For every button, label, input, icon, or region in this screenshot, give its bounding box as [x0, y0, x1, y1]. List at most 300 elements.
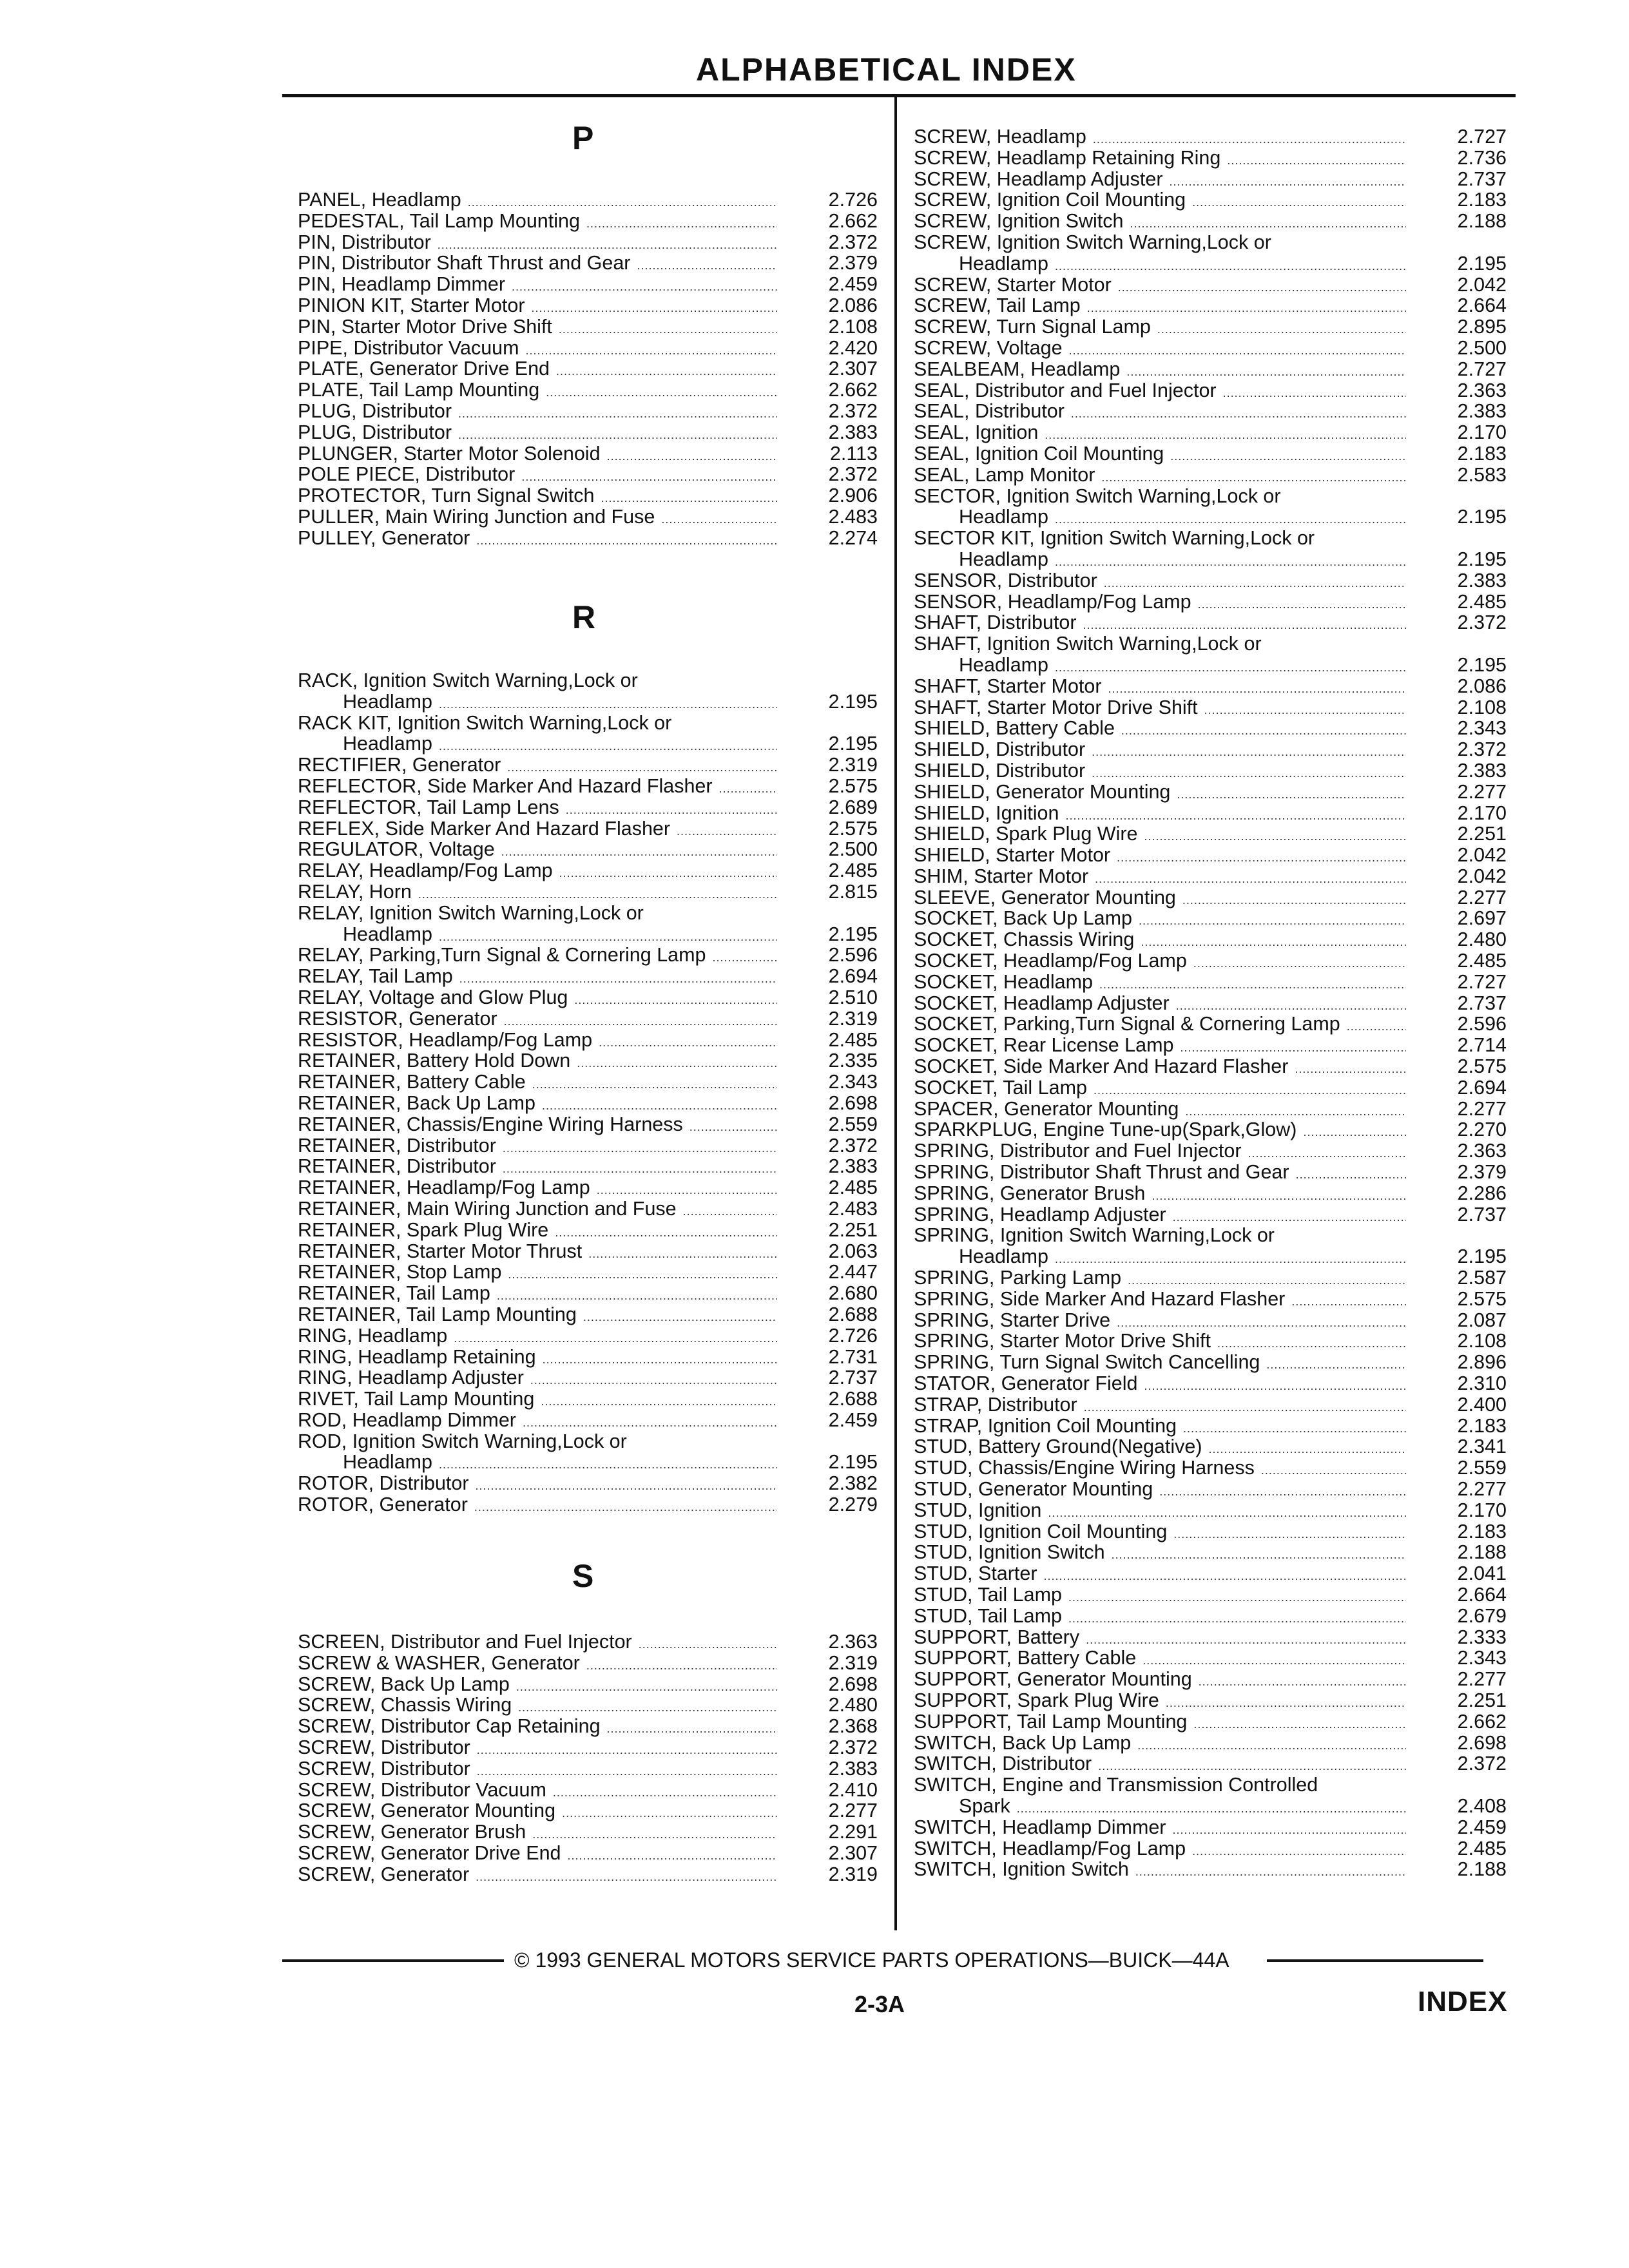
index-entry: [298, 860, 878, 881]
dot-leader: [1087, 295, 1406, 316]
index-entry: [914, 718, 1507, 739]
index-entry: [914, 1140, 1507, 1162]
entry-page-number: 2.698: [1457, 1731, 1507, 1754]
dot-leader: [439, 924, 777, 945]
dot-leader: [541, 1389, 777, 1410]
entry-page-number: 2.382: [828, 1472, 878, 1495]
dot-leader: [477, 1737, 777, 1758]
entry-page-number: 2.906: [828, 485, 878, 507]
dot-leader: [1094, 1077, 1406, 1099]
index-entry: [298, 1653, 878, 1674]
dot-leader: [677, 818, 777, 840]
entry-page-number: 2.485: [1457, 950, 1507, 972]
dot-leader: [1137, 1733, 1406, 1754]
index-entry: [298, 903, 878, 924]
entry-page-number: 2.698: [828, 1091, 878, 1114]
entry-page-number: 2.319: [828, 1863, 878, 1885]
entry-name: SHIM, Starter Motor: [914, 865, 1089, 887]
index-entry: [298, 1864, 878, 1885]
dot-leader: [1209, 1436, 1407, 1457]
index-entry: [298, 1241, 878, 1262]
index-entry: [298, 1367, 878, 1389]
entry-page-number: 2.372: [828, 1134, 878, 1157]
entry-page-number: 2.319: [828, 1007, 878, 1030]
dot-leader: [1204, 697, 1406, 718]
entry-page-number: 2.291: [828, 1821, 878, 1843]
entry-name: SCREW, Headlamp: [914, 126, 1086, 148]
dot-leader: [507, 754, 777, 776]
index-entry: [914, 972, 1507, 993]
dot-leader: [1128, 1267, 1406, 1289]
entry-name: POLE PIECE, Distributor: [298, 463, 516, 486]
section-s-entries: [298, 1631, 878, 1885]
entry-page-number: 2.319: [828, 754, 878, 776]
index-entry: [298, 733, 878, 754]
entry-page-number: 2.559: [828, 1113, 878, 1135]
dot-leader: [1261, 1457, 1406, 1479]
dot-leader: [512, 274, 777, 295]
index-entry: [298, 338, 878, 359]
entry-name: SCREW, Ignition Coil Mounting: [914, 189, 1186, 211]
entry-name: SCREW, Distributor: [298, 1736, 470, 1758]
dot-leader: [1055, 549, 1406, 570]
entry-page-number: 2.372: [1457, 611, 1507, 634]
entry-name: PIN, Distributor Shaft Thrust and Gear: [298, 252, 631, 274]
entry-page-number: 2.277: [1457, 1097, 1507, 1120]
entry-name: SENSOR, Distributor: [914, 569, 1097, 591]
index-entry: [298, 189, 878, 211]
index-entry: [298, 506, 878, 528]
entry-name: SOCKET, Tail Lamp: [914, 1076, 1087, 1099]
entry-page-number: 2.410: [828, 1778, 878, 1801]
index-entry: [914, 1521, 1507, 1542]
entry-page-number: 2.714: [1457, 1034, 1507, 1057]
index-entry: [914, 232, 1507, 253]
entry-page-number: 2.251: [1457, 1689, 1507, 1711]
index-entry: [914, 993, 1507, 1014]
entry-name: SCREW, Turn Signal Lamp: [914, 316, 1151, 338]
entry-name: ROD, Headlamp Dimmer: [298, 1408, 516, 1431]
index-entry: [298, 1821, 878, 1843]
dot-leader: [1182, 887, 1406, 908]
entry-page-number: 2.737: [1457, 992, 1507, 1014]
entry-page-number: 2.575: [828, 774, 878, 797]
index-entry: [914, 1225, 1507, 1246]
entry-name: PROTECTOR, Turn Signal Switch: [298, 485, 595, 507]
entry-name: RECTIFIER, Generator: [298, 754, 501, 776]
index-entry: [914, 1669, 1507, 1690]
entry-name: SHAFT, Distributor: [914, 611, 1077, 634]
entry-name: RESISTOR, Generator: [298, 1007, 497, 1030]
index-entry: [914, 845, 1507, 866]
dot-leader: [1055, 506, 1406, 528]
entry-name: SHIELD, Generator Mounting: [914, 780, 1171, 803]
index-entry: [298, 1135, 878, 1157]
section-p-entries: [298, 189, 878, 549]
dot-leader: [1223, 380, 1406, 401]
section-letter-p: P: [572, 120, 594, 156]
index-entry: [914, 380, 1507, 401]
entry-name: RETAINER, Starter Motor Thrust: [298, 1240, 583, 1262]
index-entry: [914, 823, 1507, 845]
entry-name: SECTOR KIT, Ignition Switch Warning,Lock or: [914, 527, 1315, 550]
index-entry: [298, 1008, 878, 1030]
entry-name: SPRING, Parking Lamp: [914, 1267, 1122, 1289]
dot-leader: [1055, 253, 1406, 274]
index-entry: [914, 148, 1507, 169]
page-number: 2-3A: [854, 1991, 905, 2017]
dot-leader: [438, 232, 777, 253]
entry-name: SCREW, Headlamp Adjuster: [914, 168, 1163, 190]
entry-name: Headlamp: [959, 548, 1049, 570]
dot-leader: [1092, 739, 1406, 760]
entry-page-number: 2.485: [1457, 1837, 1507, 1860]
entry-page-number: 2.815: [828, 880, 878, 903]
entry-page-number: 2.319: [828, 1651, 878, 1674]
entry-name: SCREW, Distributor: [298, 1757, 470, 1780]
entry-name: PIN, Starter Motor Drive Shift: [298, 315, 552, 338]
entry-page-number: 2.277: [1457, 1668, 1507, 1691]
entry-page-number: 2.480: [828, 1694, 878, 1716]
entry-page-number: 2.727: [1457, 126, 1507, 148]
entry-page-number: 2.896: [1457, 1351, 1507, 1374]
entry-page-number: 2.662: [828, 209, 878, 232]
index-entry: [914, 1627, 1507, 1648]
entry-page-number: 2.108: [1457, 1330, 1507, 1352]
index-entry: [914, 1310, 1507, 1331]
index-entry: [914, 1733, 1507, 1754]
entry-name: RELAY, Voltage and Glow Plug: [298, 986, 568, 1008]
entry-name: RING, Headlamp: [298, 1324, 448, 1347]
index-entry: [298, 1389, 878, 1410]
entry-name: SWITCH, Headlamp/Fog Lamp: [914, 1837, 1186, 1860]
index-entry: [298, 1347, 878, 1368]
index-entry: [914, 1479, 1507, 1500]
dot-leader: [521, 464, 777, 485]
dot-leader: [1084, 1394, 1406, 1416]
entry-page-number: 2.108: [1457, 696, 1507, 718]
dot-leader: [1130, 211, 1406, 232]
index-entry: [298, 1198, 878, 1220]
index-entry: [298, 1093, 878, 1114]
dot-leader: [637, 253, 777, 274]
index-entry: [298, 1716, 878, 1737]
index-entry: [914, 1838, 1507, 1860]
entry-name: SHAFT, Starter Motor: [914, 675, 1102, 697]
entry-name: RETAINER, Main Wiring Junction and Fuse: [298, 1197, 677, 1220]
dot-leader: [1083, 612, 1406, 633]
entry-name: REFLECTOR, Tail Lamp Lens: [298, 796, 559, 818]
entry-name: SENSOR, Headlamp/Fog Lamp: [914, 590, 1191, 613]
index-entry: [298, 1072, 878, 1093]
index-entry: [298, 528, 878, 549]
dot-leader: [588, 1241, 777, 1262]
entry-page-number: 2.726: [828, 1324, 878, 1347]
entry-name: SHIELD, Distributor: [914, 759, 1086, 782]
dot-leader: [559, 316, 777, 338]
dot-leader: [1144, 1373, 1406, 1394]
dot-leader: [468, 189, 777, 211]
index-entry: [298, 1283, 878, 1304]
index-entry: [914, 549, 1507, 570]
entry-name: SPRING, Turn Signal Switch Cancelling: [914, 1351, 1260, 1374]
index-entry: [914, 612, 1507, 633]
dot-leader: [497, 1283, 777, 1304]
entry-name: RETAINER, Battery Cable: [298, 1071, 526, 1093]
entry-page-number: 2.727: [1457, 358, 1507, 380]
entry-name: ROTOR, Generator: [298, 1494, 468, 1516]
entry-page-number: 2.596: [1457, 1013, 1507, 1035]
index-entry: [914, 1796, 1507, 1817]
dot-leader: [1152, 1183, 1406, 1204]
index-entry: [298, 1030, 878, 1051]
entry-name: RING, Headlamp Retaining: [298, 1345, 536, 1368]
index-entry: [298, 1050, 878, 1072]
index-entry: [914, 1648, 1507, 1669]
dot-leader: [661, 506, 777, 528]
dot-leader: [1192, 189, 1406, 211]
entry-name: RETAINER, Tail Lamp Mounting: [298, 1303, 577, 1325]
entry-name: SHIELD, Starter Motor: [914, 844, 1111, 867]
entry-name: SPACER, Generator Mounting: [914, 1097, 1179, 1120]
entry-name: SPRING, Generator Brush: [914, 1182, 1146, 1204]
dot-leader: [1303, 1119, 1406, 1140]
dot-leader: [1117, 1310, 1406, 1331]
index-entry: [298, 987, 878, 1008]
entry-page-number: 2.363: [1457, 379, 1507, 401]
entry-name: STRAP, Ignition Coil Mounting: [914, 1414, 1177, 1437]
entry-name: SPRING, Distributor and Fuel Injector: [914, 1140, 1242, 1162]
index-entry: [298, 253, 878, 274]
dot-leader: [1291, 1289, 1406, 1310]
index-entry: [914, 126, 1507, 148]
entry-name: SEAL, Distributor: [914, 400, 1065, 423]
index-entry: [914, 528, 1507, 549]
entry-page-number: 2.447: [828, 1261, 878, 1283]
dot-leader: [577, 1050, 777, 1072]
dot-leader: [556, 358, 777, 380]
dot-leader: [501, 839, 777, 860]
index-entry: [298, 295, 878, 316]
index-entry: [914, 1162, 1507, 1183]
index-entry: [298, 776, 878, 797]
entry-page-number: 2.420: [828, 336, 878, 359]
index-entry: [914, 1014, 1507, 1035]
entry-name: SEAL, Lamp Monitor: [914, 463, 1095, 486]
index-entry: [298, 1325, 878, 1347]
index-entry: [914, 1690, 1507, 1711]
entry-name: SLEEVE, Generator Mounting: [914, 886, 1176, 908]
dot-leader: [518, 1695, 777, 1716]
entry-name: STRAP, Distributor: [914, 1393, 1077, 1416]
dot-leader: [476, 528, 777, 549]
entry-name: SPRING, Ignition Switch Warning,Lock or: [914, 1224, 1275, 1247]
entry-name: SCREW, Distributor Vacuum: [298, 1778, 546, 1801]
entry-name: RELAY, Horn: [298, 880, 412, 903]
entry-name: Headlamp: [343, 733, 433, 755]
index-entry: [914, 1416, 1507, 1437]
entry-page-number: 2.679: [1457, 1604, 1507, 1627]
entry-page-number: 2.383: [1457, 569, 1507, 591]
index-entry: [914, 1394, 1507, 1416]
dot-leader: [683, 1198, 777, 1220]
entry-page-number: 2.694: [828, 965, 878, 988]
dot-leader: [568, 1843, 777, 1864]
dot-leader: [1185, 1099, 1406, 1120]
dot-leader: [1170, 443, 1406, 465]
entry-name: SCREW, Tail Lamp: [914, 294, 1081, 317]
entry-name: SHIELD, Battery Cable: [914, 717, 1115, 740]
entry-name: Headlamp: [343, 1451, 433, 1474]
entry-page-number: 2.383: [1457, 759, 1507, 782]
entry-page-number: 2.459: [828, 273, 878, 296]
entry-name: SOCKET, Parking,Turn Signal & Cornering Lamp: [914, 1013, 1340, 1035]
dot-leader: [1193, 950, 1406, 972]
entry-page-number: 2.042: [1457, 865, 1507, 887]
entry-name: RETAINER, Chassis/Engine Wiring Harness: [298, 1113, 683, 1135]
entry-name: SWITCH, Distributor: [914, 1753, 1092, 1775]
entry-name: RETAINER, Back Up Lamp: [298, 1091, 535, 1114]
entry-name: SCREW, Headlamp Retaining Ring: [914, 146, 1221, 169]
entry-name: STUD, Generator Mounting: [914, 1478, 1153, 1500]
entry-page-number: 2.195: [1457, 1245, 1507, 1268]
entry-name: SCREW, Generator Brush: [298, 1821, 526, 1843]
dot-leader: [1295, 1056, 1406, 1077]
entry-name: PLATE, Generator Drive End: [298, 358, 550, 380]
entry-page-number: 2.087: [1457, 1309, 1507, 1331]
index-entry: [298, 1800, 878, 1821]
dot-leader: [1068, 1606, 1406, 1627]
entry-name: RING, Headlamp Adjuster: [298, 1367, 524, 1389]
entry-page-number: 2.372: [1457, 1753, 1507, 1775]
entry-name: SWITCH, Headlamp Dimmer: [914, 1816, 1166, 1838]
index-entry: [914, 486, 1507, 507]
entry-name: PIPE, Distributor Vacuum: [298, 336, 519, 359]
entry-name: RETAINER, Stop Lamp: [298, 1261, 502, 1283]
entry-name: SCREW & WASHER, Generator: [298, 1651, 580, 1674]
entry-name: SCREW, Generator: [298, 1863, 470, 1885]
dot-leader: [566, 797, 777, 818]
entry-page-number: 2.195: [828, 1451, 878, 1474]
index-entry: [914, 401, 1507, 422]
dot-leader: [532, 1072, 777, 1093]
dot-leader: [1101, 465, 1406, 486]
index-entry: [298, 1262, 878, 1283]
dot-leader: [1142, 1648, 1406, 1669]
index-entry: [298, 1473, 878, 1494]
entry-name: SOCKET, Headlamp: [914, 970, 1093, 993]
index-entry: [914, 1753, 1507, 1774]
dot-leader: [1108, 676, 1406, 697]
entry-name: SWITCH, Ignition Switch: [914, 1858, 1129, 1881]
entry-page-number: 2.042: [1457, 844, 1507, 867]
entry-page-number: 2.307: [828, 1841, 878, 1864]
entry-name: STUD, Ignition Switch: [914, 1541, 1105, 1564]
entry-page-number: 2.183: [1457, 189, 1507, 211]
entry-page-number: 2.183: [1457, 1520, 1507, 1542]
index-entry: [914, 359, 1507, 380]
dot-leader: [1099, 972, 1406, 993]
index-entry: [914, 189, 1507, 211]
dot-leader: [1248, 1140, 1406, 1162]
dot-leader: [1044, 1563, 1406, 1584]
entry-page-number: 2.270: [1457, 1119, 1507, 1141]
index-entry: [914, 1563, 1507, 1584]
dot-leader: [1192, 1838, 1406, 1860]
entry-name: SCREW, Generator Drive End: [298, 1841, 561, 1864]
entry-page-number: 2.343: [828, 1071, 878, 1093]
entry-name: STUD, Ignition Coil Mounting: [914, 1520, 1168, 1542]
dot-leader: [1141, 929, 1406, 950]
entry-name: RETAINER, Spark Plug Wire: [298, 1218, 549, 1241]
entry-page-number: 2.689: [828, 796, 878, 818]
entry-name: Headlamp: [959, 653, 1049, 676]
entry-page-number: 2.688: [828, 1303, 878, 1325]
entry-page-number: 2.383: [828, 421, 878, 443]
index-entry: [914, 1436, 1507, 1457]
entry-name: SECTOR, Ignition Switch Warning,Lock or: [914, 485, 1281, 507]
entry-page-number: 2.188: [1457, 1541, 1507, 1564]
entry-page-number: 2.737: [828, 1367, 878, 1389]
entry-name: PLUG, Distributor: [298, 421, 452, 443]
index-entry: [914, 1817, 1507, 1838]
entry-name: SCREW, Ignition Switch Warning,Lock or: [914, 231, 1271, 253]
entry-page-number: 2.737: [1457, 168, 1507, 190]
entry-name: SOCKET, Headlamp/Fog Lamp: [914, 950, 1187, 972]
entry-page-number: 2.698: [828, 1673, 878, 1695]
index-entry: [914, 422, 1507, 443]
entry-page-number: 2.363: [828, 1631, 878, 1653]
section-r-entries: [298, 670, 878, 1515]
index-entry: [914, 1289, 1507, 1310]
index-entry: [914, 274, 1507, 296]
dot-leader: [1173, 1521, 1406, 1542]
entry-name: SOCKET, Chassis Wiring: [914, 928, 1135, 951]
dot-leader: [439, 691, 777, 713]
dot-leader: [542, 1093, 777, 1114]
dot-leader: [439, 1452, 777, 1473]
entry-name: SCREW, Back Up Lamp: [298, 1673, 510, 1695]
dot-leader: [713, 945, 778, 966]
dot-leader: [586, 211, 777, 232]
column-divider: [894, 97, 897, 1930]
section-letter-r: R: [572, 599, 596, 635]
dot-leader: [546, 380, 777, 401]
dot-leader: [1093, 126, 1406, 148]
entry-page-number: 2.731: [828, 1345, 878, 1368]
entry-page-number: 2.697: [1457, 907, 1507, 930]
index-entry: [914, 676, 1507, 697]
entry-name: RELAY, Parking,Turn Signal & Cornering Lamp: [298, 944, 706, 966]
dot-leader: [586, 1653, 777, 1674]
entry-page-number: 2.662: [1457, 1710, 1507, 1733]
index-entry: [298, 881, 878, 903]
index-entry: [298, 211, 878, 232]
entry-name: PIN, Headlamp Dimmer: [298, 273, 506, 296]
entry-name: SPRING, Headlamp Adjuster: [914, 1203, 1166, 1225]
entry-name: SHAFT, Ignition Switch Warning,Lock or: [914, 633, 1262, 655]
index-entry: [298, 422, 878, 443]
entry-page-number: 2.307: [828, 358, 878, 380]
dot-leader: [1157, 316, 1406, 338]
entry-name: SPRING, Side Marker And Hazard Flasher: [914, 1287, 1286, 1310]
dot-leader: [1069, 338, 1406, 359]
index-entry: [298, 945, 878, 966]
entry-page-number: 2.383: [1457, 400, 1507, 423]
dot-leader: [1055, 1246, 1406, 1267]
entry-page-number: 2.286: [1457, 1182, 1507, 1204]
dot-leader: [597, 1177, 777, 1198]
